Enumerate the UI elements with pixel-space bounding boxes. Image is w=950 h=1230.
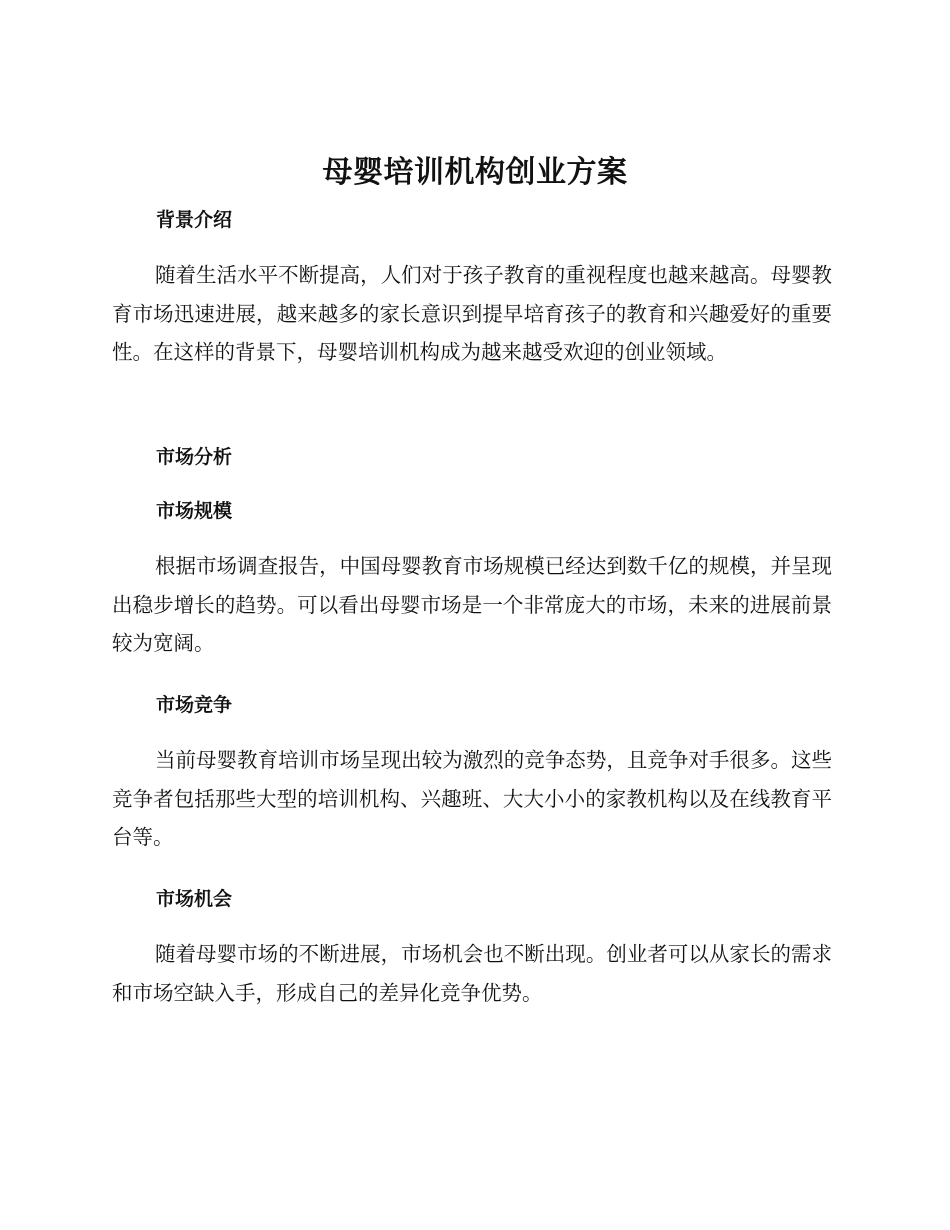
section-heading-market-size: 市场规模 <box>156 500 233 522</box>
section-heading-background: 背景介绍 <box>156 209 233 231</box>
paragraph-market-opportunity: 随着母婴市场的不断进展，市场机会也不断出现。创业者可以从家长的需求和市场空缺入手，形成自己的差异化竞争优势。 <box>112 942 832 1005</box>
paragraph-market-competition: 当前母婴教育培训市场呈现出较为激烈的竞争态势，且竞争对手很多。这些竞争者包括那些大型的培训机构、兴趣班、大大小小的家教机构以及在线教育平台等。 <box>112 748 832 850</box>
document-title: 母婴培训机构创业方案 <box>322 155 628 190</box>
paragraph-market-size: 根据市场调查报告，中国母婴教育市场规模已经达到数千亿的规模，并呈现出稳步增长的趋势。可以看出母婴市场是一个非常庞大的市场，未来的进展前景较为宽阔。 <box>112 554 832 656</box>
section-heading-market-competition: 市场竞争 <box>156 694 233 716</box>
section-heading-market-opportunity: 市场机会 <box>156 888 233 910</box>
paragraph-background: 随着生活水平不断提高，人们对于孩子教育的重视程度也越来越高。母婴教育市场迅速进展，越来越多的家长意识到提早培育孩子的教育和兴趣爱好的重要性。在这样的背景下，母婴培训机构成为越来越受欢迎的创业领域。 <box>112 263 832 365</box>
section-heading-market-analysis: 市场分析 <box>156 446 233 468</box>
